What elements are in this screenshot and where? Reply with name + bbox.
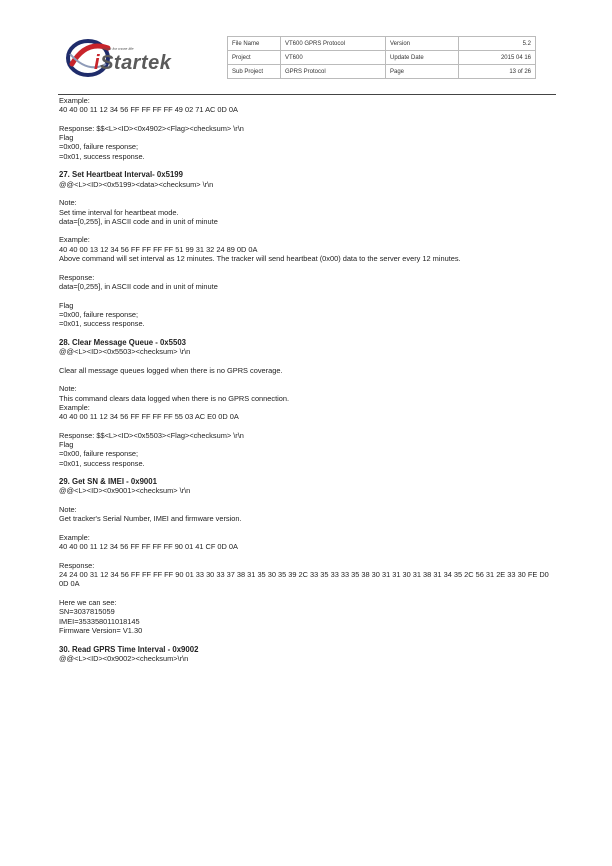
header-row [228,51,536,65]
section-heading: 30. Read GPRS Time Interval - 0x9002 [59,644,199,654]
header-row [228,37,536,51]
text-line: data=[0,255], in ASCII code and in unit of minute [59,281,218,291]
blank-line [59,552,559,561]
text-line: Note: [59,384,77,394]
blank-line [59,328,559,337]
section-heading: 28. Clear Message Queue - 0x5503 [59,337,186,347]
text-line: Above command will set interval as 12 minutes. The tracker will send heartbeat (0x00) data to the server every 12 minutes. [59,254,461,264]
text-line: =0x00, failure response; [59,142,139,152]
text-line: SN=3037815059 [59,607,115,617]
blank-line [59,356,559,365]
logo-tagline: Work for more life [102,46,134,51]
text-line: =0x01, success response. [59,458,145,468]
text-line: Example: [59,402,90,412]
text-line: Note: [59,505,77,515]
header-info-table [227,36,536,79]
text-line: Set time interval for heartbeat mode. [59,207,179,217]
istartek-logo [62,34,202,82]
text-line: =0x00, failure response; [59,449,139,459]
page-label: Page [386,65,459,79]
text-line: Clear all message queues logged when there is no GPRS coverage. [59,365,283,375]
page-value: 13 of 26 [459,65,536,79]
header-row [228,65,536,79]
section-heading: 27. Set Heartbeat Interval- 0x5199 [59,170,183,180]
blank-line [59,291,559,300]
blank-line [59,375,559,384]
header-divider [58,94,556,95]
version-value: 5.2 [459,37,536,51]
version-label: Version [386,37,459,51]
update-date-label: Update Date [386,51,459,65]
text-line: Response: [59,560,95,570]
file-name-value: VT600 GPRS Protocol [281,37,386,51]
text-line: @@<L><ID><0x9001><checksum> \r\n [59,486,191,496]
text-line: =0x01, success response. [59,151,145,161]
text-line: @@<L><ID><0x9002><checksum>\r\n [59,653,189,663]
project-value: VT600 [281,51,386,65]
text-line: Firmware Version= V1.30 [59,625,143,635]
blank-line [59,189,559,198]
text-line: Flag [59,439,74,449]
blank-line [59,589,559,598]
text-line: Response: $$<L><ID><0x4902><Flag><checksum> \r\n [59,123,244,133]
text-line: Note: [59,198,77,208]
text-line: 40 40 00 11 12 34 56 FF FF FF FF 49 02 71 AC 0D 0A [59,105,238,115]
project-label: Project [228,51,281,65]
text-line: @@<L><ID><0x5199><data><checksum> \r\n [59,179,214,189]
text-line: =0x00, failure response; [59,309,139,319]
text-line: Flag [59,133,74,143]
blank-line [59,468,559,477]
blank-line [59,115,559,124]
text-line: 40 40 00 11 12 34 56 FF FF FF FF 90 01 41 CF 0D 0A [59,542,238,552]
blank-line [59,161,559,170]
sub-project-label: Sub Project [228,65,281,79]
text-line: Here we can see: [59,598,117,608]
text-line: 24 24 00 31 12 34 56 FF FF FF FF 90 01 33 30 33 37 38 31 35 30 35 39 2C 33 35 33 33 35 38 30 31 31 30 31 38 31 34 35 2C 56 31 2E 33 30 FE D0 0D 0A [59,570,549,589]
text-line: =0x01, success response. [59,319,145,329]
logo-brand-prefix: i [94,52,101,74]
blank-line [59,496,559,505]
text-line: IMEI=353358011018145 [59,616,140,626]
sub-project-value: GPRS Protocol [281,65,386,79]
logo-brand-rest: Startek [100,52,172,74]
file-name-label: File Name [228,37,281,51]
document-body [59,96,559,663]
text-line: Response: [59,272,95,282]
blank-line [59,524,559,533]
blank-line [59,263,559,272]
text-line: @@<L><ID><0x5503><checksum> \r\n [59,347,191,357]
text-line: 40 40 00 11 12 34 56 FF FF FF FF 55 03 AC E0 0D 0A [59,412,239,422]
text-line: Response: $$<L><ID><0x5503><Flag><checksum> \r\n [59,430,244,440]
logo-brand-text [94,52,171,75]
text-line: Example: [59,235,90,245]
text-line: Get tracker's Serial Number, IMEI and firmware version. [59,514,242,524]
section-heading: 29. Get SN & IMEI - 0x9001 [59,477,157,487]
text-line: 40 40 00 13 12 34 56 FF FF FF FF 51 99 31 32 24 89 0D 0A [59,244,258,254]
blank-line [59,226,559,235]
text-line: This command clears data logged when there is no GPRS connection. [59,393,290,403]
text-line: Example: [59,532,90,542]
blank-line [59,421,559,430]
update-date-value: 2015 04 16 [459,51,536,65]
blank-line [59,635,559,644]
text-line: data=[0,255], in ASCII code and in unit of minute [59,216,218,226]
text-line: Flag [59,300,74,310]
text-line: Example: [59,96,90,105]
